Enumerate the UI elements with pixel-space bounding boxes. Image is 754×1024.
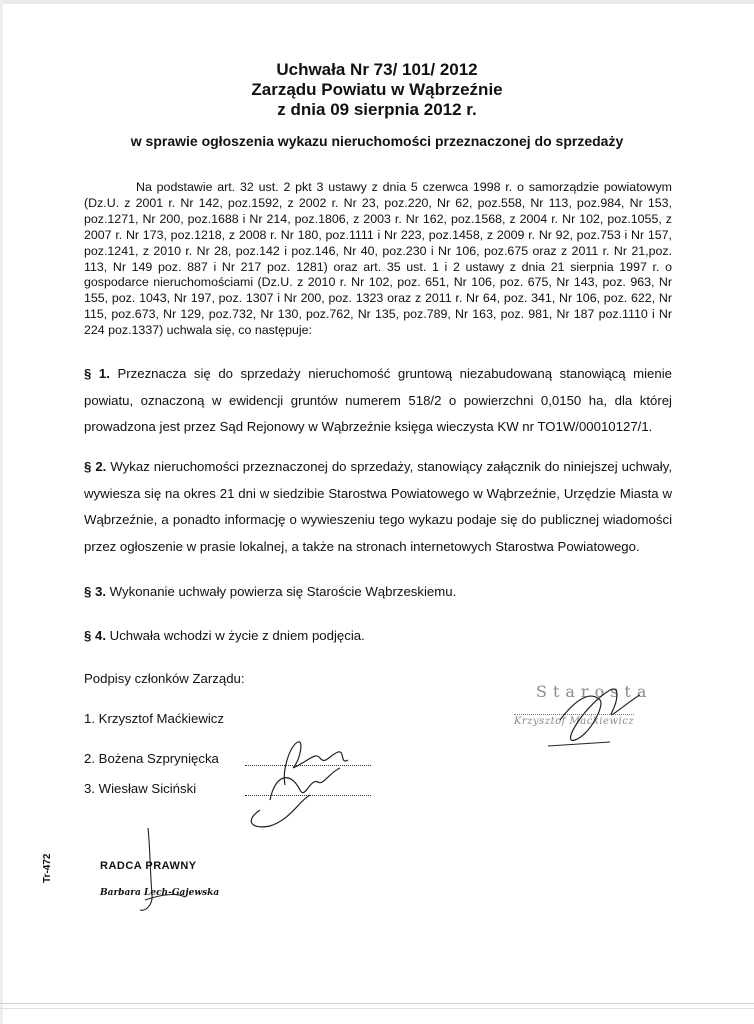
board-member-1: 1. Krzysztof Maćkiewicz — [84, 711, 224, 726]
title-line-2: Zarządu Powiatu w Wąbrzeźnie — [251, 80, 503, 99]
board-member-3: 3. Wiesław Siciński — [84, 781, 197, 796]
stamp-title: Starosta — [536, 682, 653, 701]
member-2-signature — [284, 742, 348, 785]
legal-counsel-title: RADCA PRAWNY — [100, 860, 197, 872]
document-subject: w sprawie ogłoszenia wykazu nieruchomości przeznaczonej do sprzedaży — [130, 133, 624, 149]
section-mark: § 3. — [84, 584, 106, 599]
legal-counsel-name: Barbara Lech-Gajewska — [100, 888, 220, 898]
paragraph-text: Przeznacza się do sprzedaży nieruchomość gruntową niezabudowaną stanowiącą mienie powiatu, oznaczoną w ewidencji gruntów numerem 518/2 o powierzchni 0,0150 ha, dla której prowadzona jest przez Sąd Rejonowy w Wąbrzeźnie księga wieczysta KW nr TO1W/00010127/1. — [84, 366, 672, 434]
member-3-signature — [251, 768, 340, 827]
legal-counsel-register-number: Tr-472 — [42, 853, 53, 883]
section-mark: § 2. — [84, 459, 107, 474]
paragraph-text: Uchwała wchodzi w życie z dniem podjęcia. — [109, 628, 365, 643]
starosta-signature-stroke — [548, 742, 610, 746]
starosta-signature — [560, 689, 640, 740]
section-mark: § 4. — [84, 628, 106, 643]
signatures-heading: Podpisy członków Zarządu: — [84, 671, 245, 686]
paragraph-text: Wykaz nieruchomości przeznaczonej do sprzedaży, stanowiący załącznik do niniejszej uchwały, wywiesza się na okres 21 dni w siedzibie Starostwa Powiatowego w Wąbrzeźnie, Urzędzie Miasta w Wąbrzeźnie, a ponadto informację o wywieszeniu tego wykazu podaje się do publicznej wiadomości przez ogłoszenie w prasie lokalnej, a także na stronach internetowych Starostwa Powiatowego. — [84, 459, 672, 554]
stamp-name: Krzysztof Maćkiewicz — [514, 716, 635, 727]
title-line-1: Uchwała Nr 73/ 101/ 2012 — [276, 60, 478, 79]
title-line-3: z dnia 09 sierpnia 2012 r. — [277, 100, 477, 119]
paragraph-text: Wykonanie uchwały powierza się Staroście Wąbrzeskiemu. — [109, 584, 457, 599]
section-mark: § 1. — [84, 366, 110, 381]
legal-basis-text: Na podstawie art. 32 ust. 2 pkt 3 ustawy z dnia 5 czerwca 1998 r. o samorządzie powiatowym (Dz.U. z 2001 r. Nr 142, poz.1592, z 2002 r. Nr 23, poz.220, Nr 62, poz.558, Nr 113, poz.984, Nr 153, poz.1271, Nr 200, poz.1688 i Nr 214, poz.1806, z 2003 r. Nr 162, poz.1568, z 2004 r. Nr 102, poz.1055, z 2007 r. Nr 173, poz.1218, z 2008 r. Nr 180, poz.1111 i Nr 223, poz.1458, z 2009 r. Nr 92, poz.753 i Nr 157, poz.1241, z 2010 r. Nr 28, poz.142 i poz.146, Nr 40, poz.230 i Nr 106, poz.675 oraz z 2011 r. Nr 21,poz. 113, Nr 149 poz. 887 i Nr 217 poz. 1281) oraz art. 35 ust. 1 i 2 ustawy z dnia 21 sierpnia 1997 r. o gospodarce nieruchomościami (Dz.U. z 2010 r. Nr 102, poz. 651, Nr 106, poz. 675, Nr 143, poz. 963, Nr 155, poz. 1043, Nr 197, poz. 1307 i Nr 200, poz. 1323 oraz z 2011 r. Nr 64, poz. 341, Nr 106, poz. 622, Nr 115, poz.673, Nr 129, poz.732, Nr 130, poz.762, Nr 135, poz.789, Nr 163, poz. 981, Nr 187 poz.1110 i Nr 224 poz.1337) uchwala się, co następuje: — [84, 180, 672, 338]
board-member-2: 2. Bożena Szprynięcka — [84, 751, 219, 766]
